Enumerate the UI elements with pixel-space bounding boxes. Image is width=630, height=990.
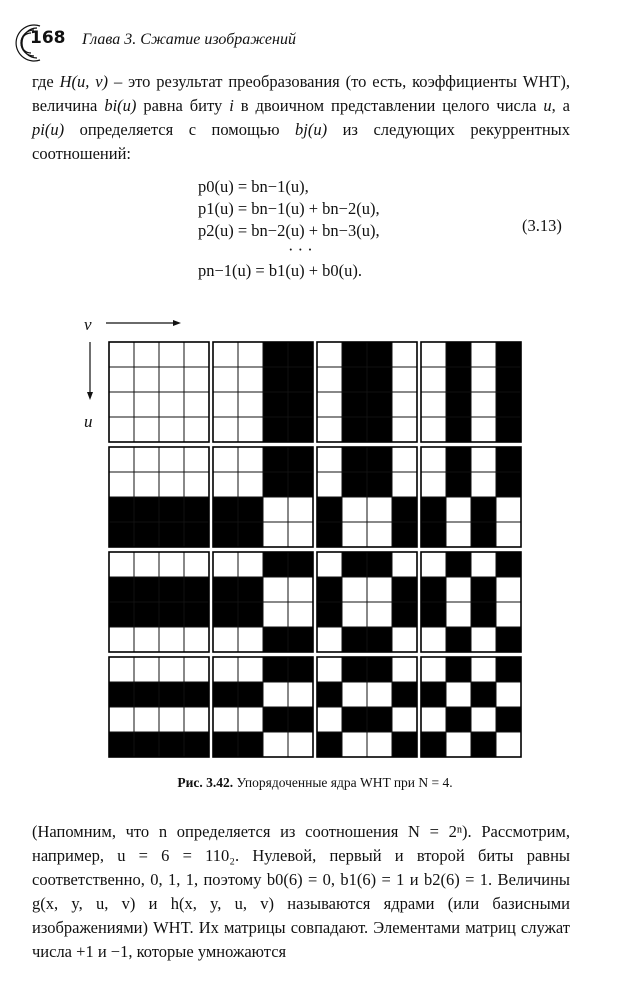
kernel-cell [238, 472, 263, 497]
kernel-cell [288, 707, 313, 732]
kernel-cell [213, 552, 238, 577]
kernel-cell [288, 602, 313, 627]
kernel-cell [342, 552, 367, 577]
kernel-cell [317, 342, 342, 367]
kernel-cell [367, 342, 392, 367]
kernel-cell [367, 732, 392, 757]
kernel-u3-v2 [317, 657, 417, 757]
kernel-cell [159, 627, 184, 652]
kernel-cell [317, 682, 342, 707]
kernel-cell [184, 367, 209, 392]
kernel-cell [496, 627, 521, 652]
kernel-cell [159, 497, 184, 522]
kernel-cell [496, 472, 521, 497]
kernel-cell [184, 707, 209, 732]
kernel-cell [134, 522, 159, 547]
kernel-cell [109, 392, 134, 417]
kernel-cell [392, 522, 417, 547]
kernel-cell [317, 447, 342, 472]
kernel-cell [134, 627, 159, 652]
kernel-cell [496, 392, 521, 417]
figure-caption: Рис. 3.42. Упорядоченные ядра WHT при N = 4. [177, 775, 453, 790]
kernel-cell [471, 657, 496, 682]
kernel-cell [317, 522, 342, 547]
kernel-cell [317, 657, 342, 682]
kernel-cell [496, 417, 521, 442]
kernel-cell [184, 577, 209, 602]
kernel-cell [263, 342, 288, 367]
kernel-cell [184, 472, 209, 497]
kernel-u0-v0 [109, 342, 209, 442]
kernel-u3-v0 [109, 657, 209, 757]
kernel-cell [238, 417, 263, 442]
kernel-cell [159, 682, 184, 707]
kernel-u0-v1 [213, 342, 313, 442]
kernel-cell [134, 447, 159, 472]
kernel-cell [213, 602, 238, 627]
kernel-cell [159, 552, 184, 577]
kernel-cell [421, 682, 446, 707]
kernel-cell [288, 342, 313, 367]
kernel-cell [238, 392, 263, 417]
kernel-cell [471, 497, 496, 522]
kernel-u1-v3 [421, 447, 521, 547]
kernel-cell [342, 497, 367, 522]
kernel-cell [471, 392, 496, 417]
kernel-cell [159, 522, 184, 547]
kernel-cell [184, 417, 209, 442]
kernel-cell [213, 732, 238, 757]
kernel-cell [421, 417, 446, 442]
kernel-cell [109, 602, 134, 627]
kernel-cell [446, 367, 471, 392]
kernel-cell [392, 577, 417, 602]
kernel-cell [392, 342, 417, 367]
kernel-u2-v0 [109, 552, 209, 652]
kernel-cell [288, 682, 313, 707]
kernel-cell [471, 522, 496, 547]
kernel-cell [134, 732, 159, 757]
kernel-u3-v3 [421, 657, 521, 757]
kernel-cell [184, 602, 209, 627]
kernel-cell [392, 682, 417, 707]
kernel-cell [288, 447, 313, 472]
kernel-cell [496, 447, 521, 472]
kernel-cell [446, 472, 471, 497]
kernel-cell [471, 367, 496, 392]
kernel-cell [317, 367, 342, 392]
equation-line-last: pn−1(u) = b1(u) + b0(u). [198, 261, 363, 280]
kernel-cell [288, 472, 313, 497]
kernel-cell [446, 342, 471, 367]
kernel-cell [392, 627, 417, 652]
kernel-cell [496, 577, 521, 602]
kernel-cell [342, 447, 367, 472]
kernel-cell [367, 552, 392, 577]
kernel-cell [184, 392, 209, 417]
kernel-cell [367, 707, 392, 732]
equation-ellipsis: · · · [288, 240, 313, 259]
kernel-cell [213, 367, 238, 392]
kernel-cell [496, 552, 521, 577]
equation-number: (3.13) [522, 216, 562, 235]
kernel-cell [496, 367, 521, 392]
kernel-cell [184, 342, 209, 367]
kernel-cell [446, 577, 471, 602]
kernel-cell [342, 392, 367, 417]
kernel-cell [213, 707, 238, 732]
kernel-cell [184, 447, 209, 472]
kernel-u0-v2 [317, 342, 417, 442]
kernel-cell [496, 707, 521, 732]
kernel-cell [446, 417, 471, 442]
kernel-cell [392, 447, 417, 472]
page-number: 168 [30, 28, 66, 48]
kernel-cell [446, 392, 471, 417]
kernel-cell [263, 552, 288, 577]
kernel-cell [367, 577, 392, 602]
kernel-cell [317, 552, 342, 577]
kernel-cell [317, 472, 342, 497]
kernel-cell [367, 392, 392, 417]
kernel-cell [238, 657, 263, 682]
kernel-cell [109, 417, 134, 442]
kernel-cell [134, 577, 159, 602]
kernel-cell [342, 627, 367, 652]
kernel-cell [263, 447, 288, 472]
kernel-cell [134, 602, 159, 627]
kernel-cell [213, 472, 238, 497]
kernel-cell [109, 657, 134, 682]
kernel-cell [496, 682, 521, 707]
kernel-cell [367, 367, 392, 392]
kernel-cell [367, 602, 392, 627]
kernel-cell [263, 392, 288, 417]
kernel-cell [421, 447, 446, 472]
kernel-cell [109, 682, 134, 707]
kernel-cell [392, 472, 417, 497]
kernel-cell [342, 367, 367, 392]
equation-line-1: p0(u) = bn−1(u), [198, 177, 309, 196]
kernel-cell [134, 392, 159, 417]
kernel-cell [159, 657, 184, 682]
kernel-cell [367, 682, 392, 707]
kernel-cell [421, 552, 446, 577]
kernel-u1-v0 [109, 447, 209, 547]
kernel-cell [421, 522, 446, 547]
equation-line-3: p2(u) = bn−2(u) + bn−3(u), [198, 221, 380, 240]
kernel-cell [471, 732, 496, 757]
equation-line-2: p1(u) = bn−1(u) + bn−2(u), [198, 199, 380, 218]
kernel-cell [496, 342, 521, 367]
kernel-cell [446, 522, 471, 547]
kernel-cell [471, 552, 496, 577]
kernel-cell [238, 682, 263, 707]
kernel-cell [342, 602, 367, 627]
kernel-cell [421, 342, 446, 367]
kernel-cell [471, 342, 496, 367]
kernel-cell [263, 602, 288, 627]
kernel-cell [392, 417, 417, 442]
kernel-cell [184, 627, 209, 652]
kernel-cell [263, 732, 288, 757]
kernel-cell [263, 472, 288, 497]
axis-u-label: u [84, 412, 93, 431]
kernel-cell [159, 472, 184, 497]
kernel-cell [317, 497, 342, 522]
kernel-cell [159, 577, 184, 602]
kernel-cell [263, 577, 288, 602]
kernel-cell [263, 522, 288, 547]
kernel-cell [109, 472, 134, 497]
kernel-u2-v3 [421, 552, 521, 652]
kernel-cell [134, 417, 159, 442]
kernel-cell [213, 417, 238, 442]
kernel-cell [342, 342, 367, 367]
kernel-cell [134, 552, 159, 577]
kernel-cell [446, 552, 471, 577]
kernel-cell [342, 707, 367, 732]
kernel-cell [288, 627, 313, 652]
kernel-cell [446, 732, 471, 757]
kernel-cell [317, 417, 342, 442]
kernel-cell [238, 602, 263, 627]
kernel-cell [238, 732, 263, 757]
kernel-u2-v1 [213, 552, 313, 652]
kernel-cell [421, 602, 446, 627]
kernel-cell [421, 627, 446, 652]
kernel-cell [159, 417, 184, 442]
kernel-u3-v1 [213, 657, 313, 757]
kernel-cell [109, 447, 134, 472]
kernel-cell [263, 627, 288, 652]
kernel-cell [263, 682, 288, 707]
kernel-cell [109, 367, 134, 392]
kernel-cell [392, 657, 417, 682]
kernel-cell [367, 472, 392, 497]
kernel-cell [159, 367, 184, 392]
kernel-cell [238, 497, 263, 522]
kernel-cell [367, 522, 392, 547]
kernel-cell [238, 552, 263, 577]
kernel-cell [342, 417, 367, 442]
running-title: Глава 3. Сжатие изображений [82, 31, 296, 48]
kernel-cell [421, 732, 446, 757]
kernel-cell [134, 497, 159, 522]
kernel-cell [471, 602, 496, 627]
kernel-cell [367, 627, 392, 652]
kernel-cell [213, 447, 238, 472]
kernel-cell [392, 497, 417, 522]
kernel-cell [367, 497, 392, 522]
kernel-cell [263, 367, 288, 392]
kernel-cell [367, 447, 392, 472]
kernel-cell [238, 577, 263, 602]
kernel-cell [184, 657, 209, 682]
kernel-cell [134, 682, 159, 707]
kernel-cell [496, 602, 521, 627]
kernel-cell [263, 417, 288, 442]
kernel-cell [342, 472, 367, 497]
kernel-cell [238, 342, 263, 367]
kernel-cell [288, 392, 313, 417]
kernel-cell [421, 392, 446, 417]
kernel-cell [317, 602, 342, 627]
kernel-cell [213, 497, 238, 522]
kernel-cell [471, 417, 496, 442]
kernel-cell [288, 657, 313, 682]
kernel-cell [392, 367, 417, 392]
kernel-cell [238, 707, 263, 732]
kernel-cell [421, 657, 446, 682]
kernel-cell [471, 472, 496, 497]
paragraph-intro: где H(u, v) – это результат преобразования (то есть, коэффициенты WHT), величина bi(u) равна биту i в двоичном представлении целого числа u, а pi(u) определяется с помощью bj(u) из следующих рекуррентных соотношений: [32, 72, 571, 163]
kernel-cell [317, 577, 342, 602]
kernel-cell [288, 497, 313, 522]
kernel-cell [263, 497, 288, 522]
kernel-u0-v3 [421, 342, 521, 442]
kernel-cell [317, 732, 342, 757]
kernel-cell [213, 342, 238, 367]
kernel-cell [288, 552, 313, 577]
kernel-cell [184, 732, 209, 757]
kernel-cell [109, 342, 134, 367]
kernel-cell [109, 577, 134, 602]
kernel-cell [392, 392, 417, 417]
kernel-cell [288, 367, 313, 392]
kernel-cell [109, 707, 134, 732]
kernel-cell [184, 682, 209, 707]
kernel-cell [317, 707, 342, 732]
kernel-cell [159, 342, 184, 367]
kernel-cell [471, 627, 496, 652]
kernel-cell [392, 602, 417, 627]
kernel-cell [421, 367, 446, 392]
kernel-cell [421, 497, 446, 522]
kernel-cell [288, 522, 313, 547]
kernel-cell [496, 732, 521, 757]
kernel-cell [317, 392, 342, 417]
kernel-cell [263, 707, 288, 732]
kernel-cell [471, 707, 496, 732]
kernel-cell [446, 627, 471, 652]
kernel-cell [109, 497, 134, 522]
kernel-cell [446, 707, 471, 732]
kernel-cell [134, 707, 159, 732]
kernel-cell [496, 497, 521, 522]
kernel-cell [496, 657, 521, 682]
kernel-cell [288, 417, 313, 442]
kernel-cell [317, 627, 342, 652]
kernel-cell [471, 682, 496, 707]
kernel-cell [134, 657, 159, 682]
kernel-cell [184, 497, 209, 522]
kernel-cell [134, 342, 159, 367]
kernel-cell [342, 657, 367, 682]
kernel-cell [421, 472, 446, 497]
kernel-cell [238, 627, 263, 652]
kernel-cell [159, 602, 184, 627]
axis-v-label: v [84, 315, 92, 334]
kernel-cell [213, 577, 238, 602]
kernel-cell [496, 522, 521, 547]
kernel-cell [446, 497, 471, 522]
kernel-cell [392, 552, 417, 577]
kernel-cell [238, 447, 263, 472]
kernel-cell [238, 367, 263, 392]
kernel-cell [342, 682, 367, 707]
kernel-cell [446, 657, 471, 682]
kernel-u1-v2 [317, 447, 417, 547]
kernel-cell [446, 447, 471, 472]
kernel-cell [471, 577, 496, 602]
kernel-cell [109, 552, 134, 577]
kernel-cell [213, 627, 238, 652]
kernel-cell [134, 472, 159, 497]
kernel-cell [288, 577, 313, 602]
kernel-cell [134, 367, 159, 392]
kernel-cell [263, 657, 288, 682]
kernel-cell [342, 577, 367, 602]
kernel-cell [342, 732, 367, 757]
kernel-cell [159, 447, 184, 472]
kernel-cell [392, 707, 417, 732]
paragraph-explanation: (Напомним, что n определяется из соотношения N = 2ⁿ). Рассмотрим, например, u = 6 = 110₂. Нулевой, первый и второй биты равны соответственно, 0, 1, 1, поэтому b0(6) = 0, b1(6) = 1 и b2(6) = 1. Величины g(x, y, u, v) и h(x, y, u, v) называются ядрами (или базисными изображениями) WHT. Их матрицы совпадают. Элементами матриц служат числа +1 и −1, которые умножаются [32, 822, 570, 961]
kernel-cell [159, 732, 184, 757]
kernel-cell [367, 657, 392, 682]
kernel-cell [342, 522, 367, 547]
kernel-cell [213, 657, 238, 682]
kernel-cell [421, 707, 446, 732]
kernel-cell [109, 732, 134, 757]
kernel-u1-v1 [213, 447, 313, 547]
kernel-cell [392, 732, 417, 757]
kernel-u2-v2 [317, 552, 417, 652]
kernel-cell [446, 602, 471, 627]
kernel-cell [288, 732, 313, 757]
kernel-cell [184, 552, 209, 577]
kernel-cell [109, 627, 134, 652]
kernel-cell [159, 707, 184, 732]
kernel-cell [159, 392, 184, 417]
kernel-cell [213, 522, 238, 547]
kernel-cell [213, 392, 238, 417]
kernel-cell [238, 522, 263, 547]
kernel-cell [184, 522, 209, 547]
kernel-cell [421, 577, 446, 602]
kernel-cell [367, 417, 392, 442]
kernel-cell [446, 682, 471, 707]
kernel-cell [109, 522, 134, 547]
kernel-cell [471, 447, 496, 472]
kernel-cell [213, 682, 238, 707]
